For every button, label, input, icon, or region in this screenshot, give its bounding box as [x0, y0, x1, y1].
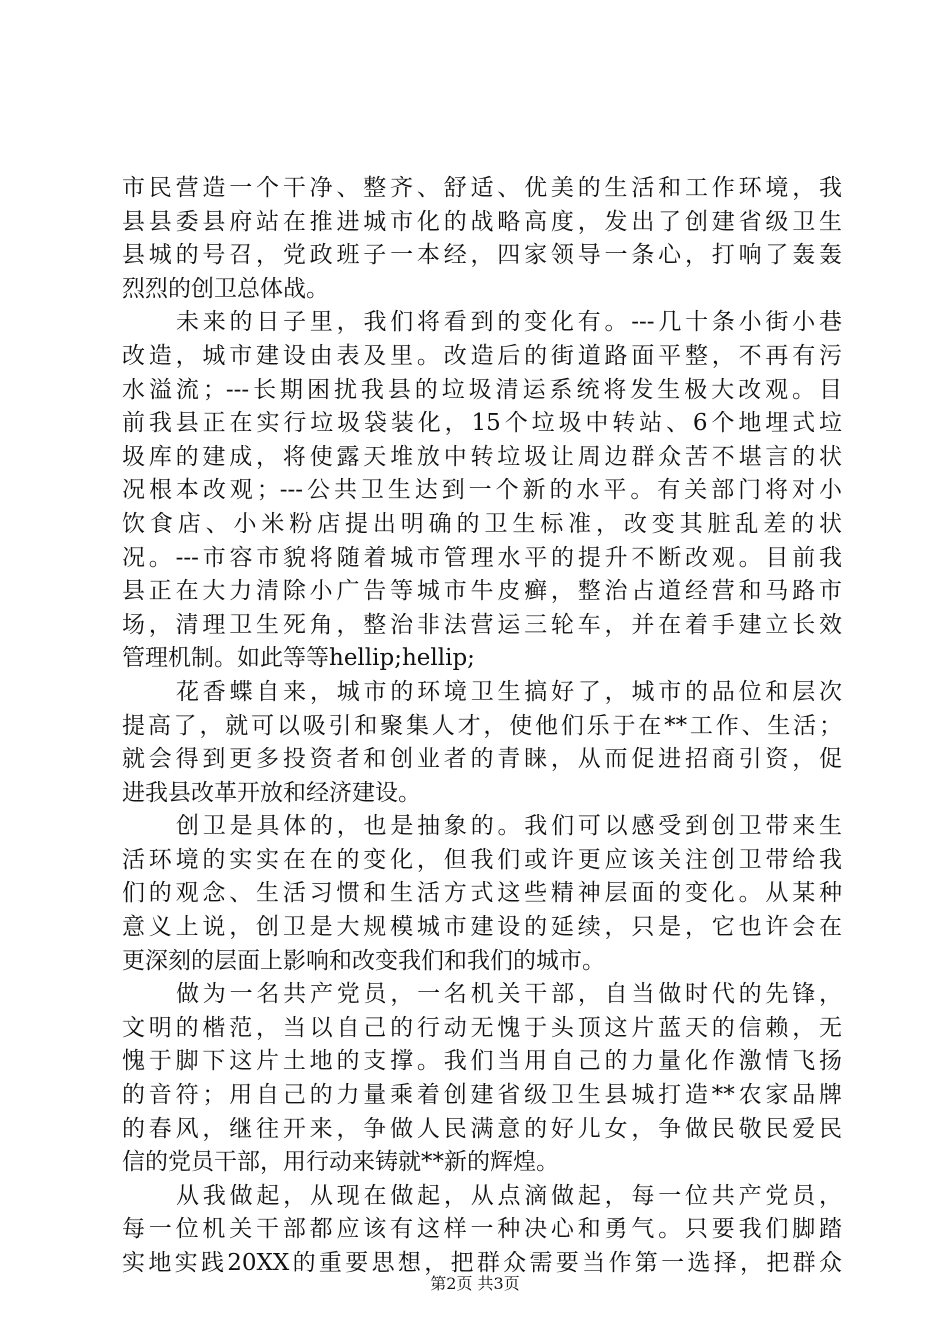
- text-line: 更深刻的层面上影响和改变我们和我们的城市。: [122, 947, 605, 974]
- text-line: 未来的日子里，我们将看到的变化有。---几十条小街小巷: [176, 309, 842, 336]
- text-line: 文明的楷范，当以自己的行动无愧于头顶这片蓝天的信赖，无: [122, 1014, 842, 1041]
- text-line: 的春风，继往开来，争做人民满意的好儿女，争做民敬民爱民: [122, 1115, 842, 1142]
- text-line: 花香蝶自来，城市的环境卫生搞好了，城市的品位和层次: [176, 678, 842, 705]
- text-line: 烈烈的创卫总体战。: [122, 275, 329, 302]
- text-line: 愧于脚下这片土地的支撑。我们当用自己的力量化作激情飞扬: [122, 1048, 842, 1075]
- text-line: 活环境的实实在在的变化，但我们或许更应该关注创卫带给我: [122, 846, 842, 873]
- text-line: 水溢流；---长期困扰我县的垃圾清运系统将发生极大改观。目: [122, 376, 842, 403]
- page-footer: 第2页 共3页: [430, 1274, 520, 1293]
- text-line: 就会得到更多投资者和创业者的青睐，从而促进招商引资，促: [122, 746, 842, 773]
- text-line: 做为一名共产党员，一名机关干部，自当做时代的先锋，: [176, 981, 842, 1008]
- text-line: 的音符；用自己的力量乘着创建省级卫生县城打造**农家品牌: [122, 1082, 842, 1109]
- text-line: 圾库的建成，将使露天堆放中转垃圾让周边群众苦不堪言的状: [122, 443, 842, 470]
- text-line: 创卫是具体的，也是抽象的。我们可以感受到创卫带来生: [176, 813, 842, 840]
- text-line: 况根本改观；---公共卫生达到一个新的水平。有关部门将对小: [122, 477, 842, 504]
- text-line: 县正在大力清除小广告等城市牛皮癣，整治占道经营和马路市: [122, 578, 842, 605]
- text-line: 改造，城市建设由表及里。改造后的街道路面平整，不再有污: [122, 342, 842, 369]
- text-line: 意义上说，创卫是大规模城市建设的延续，只是，它也许会在: [122, 914, 842, 941]
- text-line: 信的党员干部，用行动来铸就**新的辉煌。: [122, 1149, 559, 1176]
- text-line: 前我县正在实行垃圾袋装化，15个垃圾中转站、6个地埋式垃: [122, 410, 842, 437]
- text-line: 管理机制。如此等等hellip;hellip;: [122, 645, 475, 672]
- text-line: 实地实践20XX的重要思想，把群众需要当作第一选择，把群众: [122, 1250, 842, 1276]
- text-line: 况。---市容市貌将随着城市管理水平的提升不断改观。目前我: [122, 544, 842, 571]
- text-line: 市民营造一个干净、整齐、舒适、优美的生活和工作环境，我: [122, 175, 842, 201]
- text-line: 每一位机关干部都应该有这样一种决心和勇气。只要我们脚踏: [122, 1216, 842, 1243]
- text-line: 从我做起，从现在做起，从点滴做起，每一位共产党员，: [176, 1182, 842, 1209]
- text-line: 县城的号召，党政班子一本经，四家领导一条心，打响了轰轰: [122, 242, 842, 269]
- text-line: 提高了，就可以吸引和聚集人才，使他们乐于在**工作、生活；: [122, 712, 842, 739]
- text-line: 进我县改革开放和经济建设。: [122, 779, 421, 806]
- text-line: 们的观念、生活习惯和生活方式这些精神层面的变化。从某种: [122, 880, 842, 907]
- text-line: 饮食店、小米粉店提出明确的卫生标准，改变其脏乱差的状: [122, 510, 842, 537]
- text-line: 县县委县府站在推进城市化的战略高度，发出了创建省级卫生: [122, 208, 842, 235]
- text-line: 场，清理卫生死角，整治非法营运三轮车，并在着手建立长效: [122, 611, 842, 638]
- document-body: [122, 172, 842, 1281]
